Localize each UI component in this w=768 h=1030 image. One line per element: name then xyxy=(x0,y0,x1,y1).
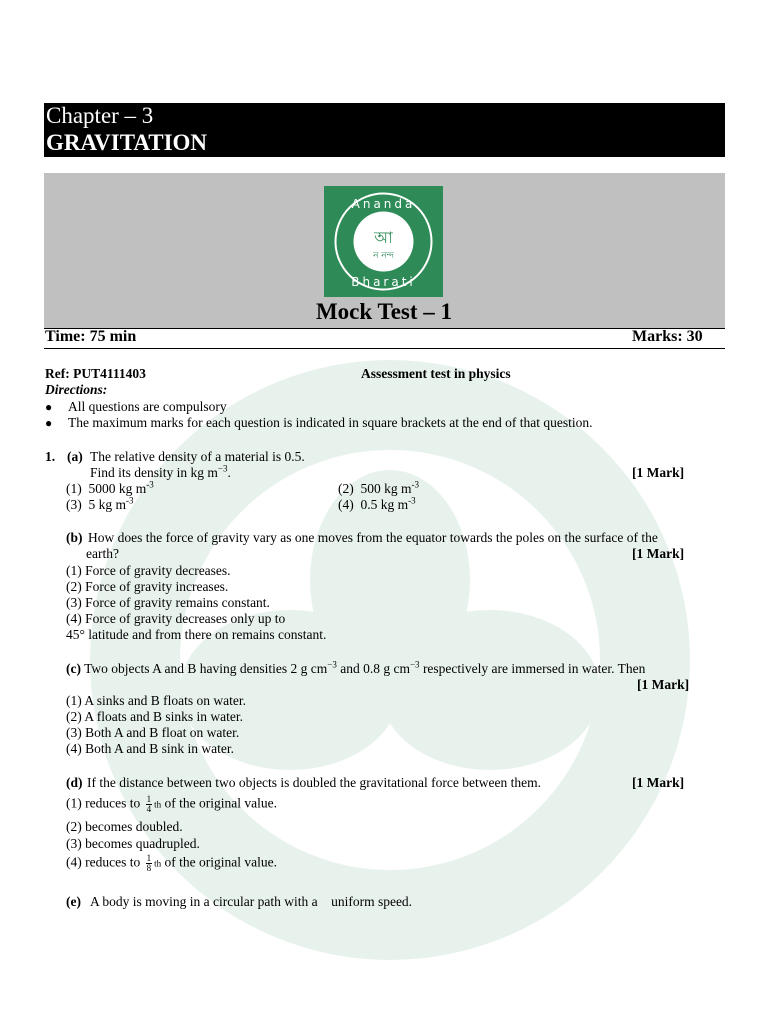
chapter-header xyxy=(44,103,725,157)
part-b-line1: How does the force of gravity vary as one moves from the equator towards the poles on the surface of the xyxy=(88,530,658,545)
part-a-line2: Find its density in kg $m^{-3}$. xyxy=(90,463,231,480)
fraction: $\frac{1}{8}$ xyxy=(146,853,152,873)
marks-label: Marks: 30 xyxy=(632,328,703,345)
fraction: $\frac{1}{4}$ xyxy=(146,794,152,814)
option: (1) A sinks and B floats on water. xyxy=(66,693,246,708)
chapter-topic: GRAVITATION xyxy=(46,130,208,155)
option: (2) A floats and B sinks in water. xyxy=(66,709,243,724)
part-d-label: (d) xyxy=(66,775,83,790)
watermark-logo xyxy=(60,330,720,1030)
mock-test-title: Mock Test – 1 xyxy=(315,299,453,324)
option-continued: 45° latitude and from there on remains constant. xyxy=(66,627,327,642)
part-a-line1: The relative density of a material is 0.5. xyxy=(90,449,305,464)
option: (4) Both A and B sink in water. xyxy=(66,741,234,756)
ananda-bharati-logo xyxy=(324,186,443,297)
option: (1) reduces to $\frac{1}{4}$ th of the original value. xyxy=(66,794,277,814)
part-d-mark: [1 Mark] xyxy=(632,775,685,790)
part-c-mark: [1 Mark] xyxy=(637,677,690,692)
part-b-line2: earth? xyxy=(86,546,119,561)
directions-heading: Directions: xyxy=(45,382,108,397)
option: (3) 5 kg $m^{-3}$ xyxy=(66,495,134,512)
option: (3) Both A and B float on water. xyxy=(66,725,240,740)
option: (2) becomes doubled. xyxy=(66,819,183,834)
bullet-icon: ● xyxy=(45,400,53,414)
divider-bottom xyxy=(44,348,725,349)
question-number: 1. xyxy=(45,449,56,464)
part-e-label: (e) xyxy=(66,894,81,909)
direction-item: The maximum marks for each question is indicated in square brackets at the end of that question. xyxy=(68,415,593,430)
option: (4) reduces to $\frac{1}{8}$ th of the original value. xyxy=(66,853,277,873)
assessment-title: Assessment test in physics xyxy=(361,366,511,381)
part-e-line1: A body is moving in a circular path with a uniform speed. xyxy=(90,894,413,909)
divider-top xyxy=(44,328,725,329)
part-d-line1: If the distance between two objects is doubled the gravitational force between them. xyxy=(87,775,541,790)
option: (2) Force of gravity increases. xyxy=(66,579,229,594)
option: (3) Force of gravity remains constant. xyxy=(66,595,270,610)
part-b-mark: [1 Mark] xyxy=(632,546,685,561)
time-label: Time: 75 min xyxy=(45,328,137,345)
option: (1) 5000 kg $m^{-3}$ xyxy=(66,479,154,496)
part-b-label: (b) xyxy=(66,530,83,545)
option: (4) 0.5 kg $m^{-3}$ xyxy=(338,495,416,512)
option: (2) 500 kg $m^{-3}$ xyxy=(338,479,420,496)
bullet-icon: ● xyxy=(45,416,53,430)
part-a-mark: [1 Mark] xyxy=(632,465,685,480)
option: (1) Force of gravity decreases. xyxy=(66,563,231,578)
direction-item: All questions are compulsory xyxy=(68,399,227,414)
option: (3) becomes quadrupled. xyxy=(66,836,200,851)
logo-top-text: Ananda xyxy=(351,197,416,211)
part-c-line1: (c) Two objects A and B having densities 2 g $cm^{-3}$ and 0.8 g $cm^{-3}$ respectively are immersed in water. Then xyxy=(66,659,646,676)
option: (4) Force of gravity decreases only up to xyxy=(66,611,286,626)
part-a-label: (a) xyxy=(67,449,83,464)
logo-center-glyph: আ xyxy=(374,228,393,247)
ref-code: Ref: PUT4111403 xyxy=(45,366,146,381)
logo-center-sub: ন নন্দ xyxy=(373,251,394,261)
logo-bottom-text: Bharati xyxy=(351,275,416,289)
chapter-number: Chapter – 3 xyxy=(46,103,154,128)
